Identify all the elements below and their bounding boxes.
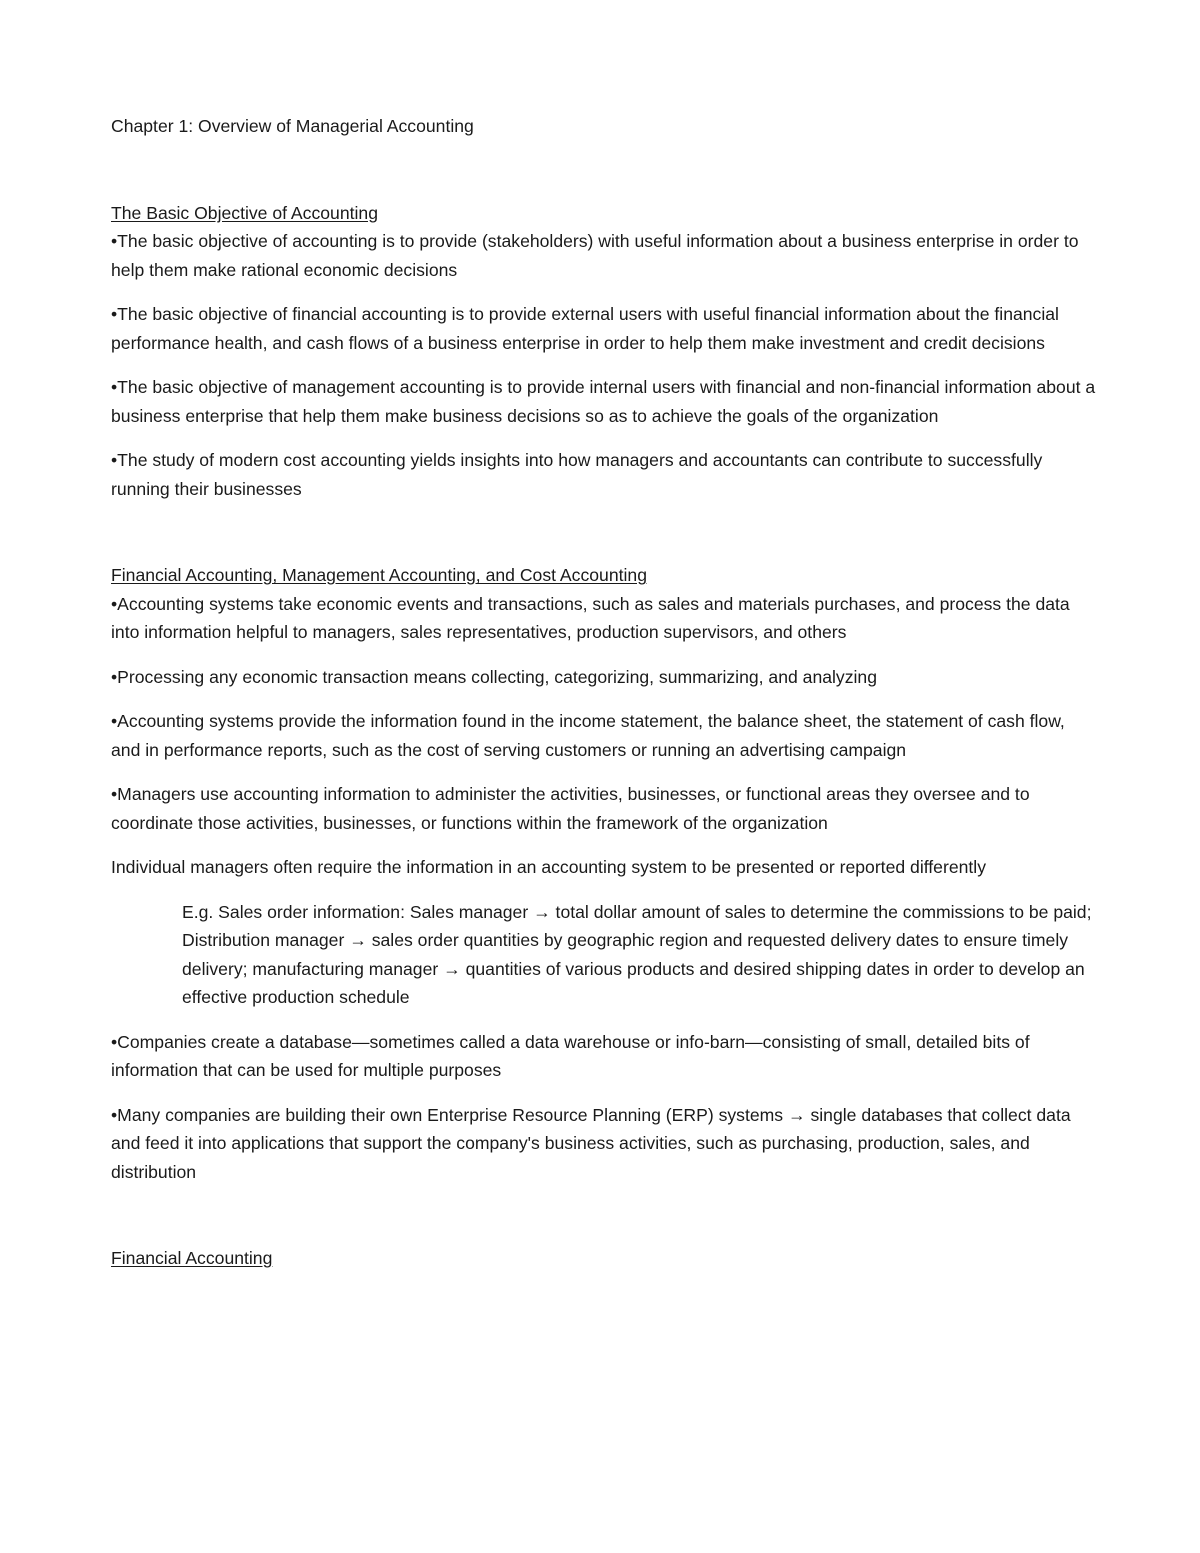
paragraph: •Companies create a database—sometimes called a data warehouse or info-barn—consisting of small, detailed bits of information that can be used for multiple purposes xyxy=(111,1031,1030,1080)
section-financial-accounting xyxy=(111,1244,1096,1273)
title-spacer xyxy=(111,141,1096,199)
example-paragraph: E.g. Sales order information: Sales manager → total dollar amount of sales to determine the commissions to be paid; Distribution manager → sales order quantities by geographic region and requested delivery dates to ensure timely delivery; manufacturing manager → quantities of various products and desired shipping dates in order to develop an effective production schedule xyxy=(182,901,1092,1007)
paragraph: •Managers use accounting information to administer the activities, businesses, or functional areas they oversee and to coordinate those activities, businesses, or functions within the framework of the organization xyxy=(111,784,1030,833)
section-spacer xyxy=(111,503,1096,561)
page-title: Chapter 1: Overview of Managerial Accounting xyxy=(111,116,474,136)
paragraph: •The basic objective of financial accounting is to provide external users with useful financial information about the financial performance health, and cash flows of a business enterprise in order to help them make investment and credit decisions xyxy=(111,304,1059,353)
paragraph: •Processing any economic transaction means collecting, categorizing, summarizing, and analyzing xyxy=(111,666,878,687)
section-heading: Financial Accounting xyxy=(111,1248,273,1268)
section-heading: Financial Accounting, Management Accounting, and Cost Accounting xyxy=(111,565,647,585)
paragraph: •Accounting systems take economic events and transactions, such as sales and materials purchases, and process the data into information helpful to managers, sales representatives, production supervisors, and others xyxy=(111,593,1070,642)
paragraph: •The basic objective of management accounting is to provide internal users with financial and non-financial information about a business enterprise that help them make business decisions so as to achieve the goals of the organization xyxy=(111,377,1096,426)
paragraph: •The study of modern cost accounting yields insights into how managers and accountants can contribute to successfully running their businesses xyxy=(111,450,1043,499)
paragraph: •Accounting systems provide the information found in the income statement, the balance sheet, the statement of cash flow, and in performance reports, such as the cost of serving customers or running an advertising campaign xyxy=(111,711,1065,760)
section-basic-objective xyxy=(111,199,1096,504)
section-spacer xyxy=(111,1186,1096,1244)
document-body xyxy=(111,112,1096,1273)
section-heading: The Basic Objective of Accounting xyxy=(111,202,378,223)
paragraph: •The basic objective of accounting is to provide (stakeholders) with useful information about a business enterprise in order to help them make rational economic decisions xyxy=(111,231,1079,280)
paragraph: Individual managers often require the information in an accounting system to be presented or reported differently xyxy=(111,857,986,877)
section-financial-management-cost xyxy=(111,561,1096,1186)
paragraph: •Many companies are building their own Enterprise Resource Planning (ERP) systems → single databases that collect data and feed it into applications that support the company's business activities, such as purchasing, production, sales, and distribution xyxy=(111,1104,1071,1182)
